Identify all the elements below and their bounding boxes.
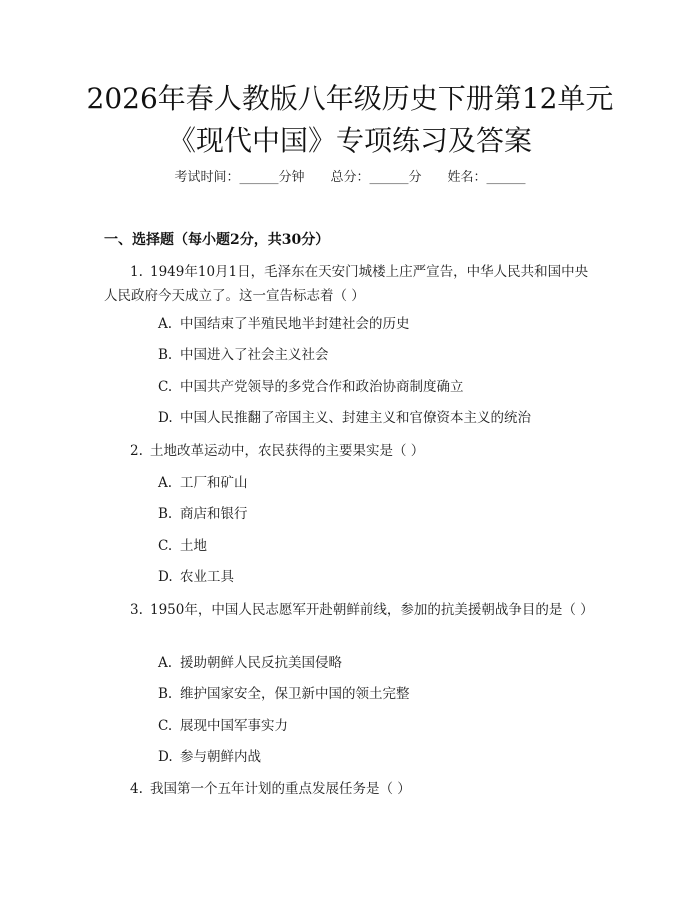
- option-1d: [158, 408, 531, 428]
- option-text: 中国人民推翻了帝国主义、封建主义和官僚资本主义的统治: [180, 410, 531, 426]
- option-text: 援助朝鲜人民反抗美国侵略: [180, 655, 342, 671]
- question-text: 我国第一个五年计划的重点发展任务是（ ）: [150, 781, 411, 797]
- option-text: 中国共产党领导的多党合作和政治协商制度确立: [180, 379, 464, 395]
- option-3a: [158, 653, 342, 673]
- option-text: 中国结束了半殖民地半封建社会的历史: [180, 316, 410, 332]
- exam-time-field: 考试时间：______分钟: [174, 170, 305, 185]
- option-text: 参与朝鲜内战: [180, 749, 261, 765]
- option-letter: B.: [158, 347, 173, 363]
- option-2c: [158, 536, 207, 556]
- option-2b: [158, 504, 248, 524]
- option-text: 中国进入了社会主义社会: [180, 347, 329, 363]
- question-3: [104, 598, 600, 622]
- option-text: 展现中国军事实力: [180, 718, 288, 734]
- option-letter: C.: [158, 718, 173, 734]
- option-letter: C.: [158, 379, 173, 395]
- student-name-field: 姓名：______: [447, 170, 526, 185]
- question-text: 1949年10月1日，毛泽东在天安门城楼上庄严宣告，中华人民共和国中央人民政府今天成立了。这一宣告标志着（ ）: [104, 264, 589, 304]
- section-heading: 一、选择题（每小题2分，共30分）: [104, 232, 330, 248]
- exam-meta: [0, 168, 700, 188]
- page-title-line-2: 《现代中国》专项练习及答案: [167, 124, 532, 157]
- option-text: 商店和银行: [180, 506, 248, 522]
- option-1b: [158, 345, 329, 365]
- option-letter: A.: [158, 475, 173, 491]
- option-2a: [158, 473, 248, 493]
- option-letter: D.: [158, 749, 173, 765]
- question-number: 2.: [130, 443, 143, 459]
- option-letter: D.: [158, 569, 173, 585]
- option-3c: [158, 716, 288, 736]
- page-title-line-1: 2026年春人教版八年级历史下册第12单元: [86, 82, 614, 115]
- question-4: [104, 777, 600, 801]
- option-letter: B.: [158, 686, 173, 702]
- question-text: 土地改革运动中，农民获得的主要果实是（ ）: [150, 443, 425, 459]
- question-number: 4.: [130, 781, 143, 797]
- option-text: 工厂和矿山: [180, 475, 248, 491]
- question-number: 1.: [130, 264, 143, 280]
- total-score-field: 总分：______分: [330, 170, 422, 185]
- option-1a: [158, 314, 410, 334]
- option-text: 维护国家安全，保卫新中国的领土完整: [180, 686, 410, 702]
- option-3b: [158, 684, 410, 704]
- question-1: [104, 260, 600, 308]
- option-3d: [158, 747, 261, 767]
- option-letter: C.: [158, 538, 173, 554]
- option-1c: [158, 377, 464, 397]
- question-2: [104, 439, 600, 463]
- option-text: 土地: [180, 538, 207, 554]
- option-letter: A.: [158, 655, 173, 671]
- option-letter: A.: [158, 316, 173, 332]
- option-letter: B.: [158, 506, 173, 522]
- option-text: 农业工具: [180, 569, 234, 585]
- question-text: 1950年，中国人民志愿军开赴朝鲜前线，参加的抗美援朝战争目的是（ ）: [150, 602, 594, 618]
- option-letter: D.: [158, 410, 173, 426]
- option-2d: [158, 567, 234, 587]
- question-number: 3.: [130, 602, 143, 618]
